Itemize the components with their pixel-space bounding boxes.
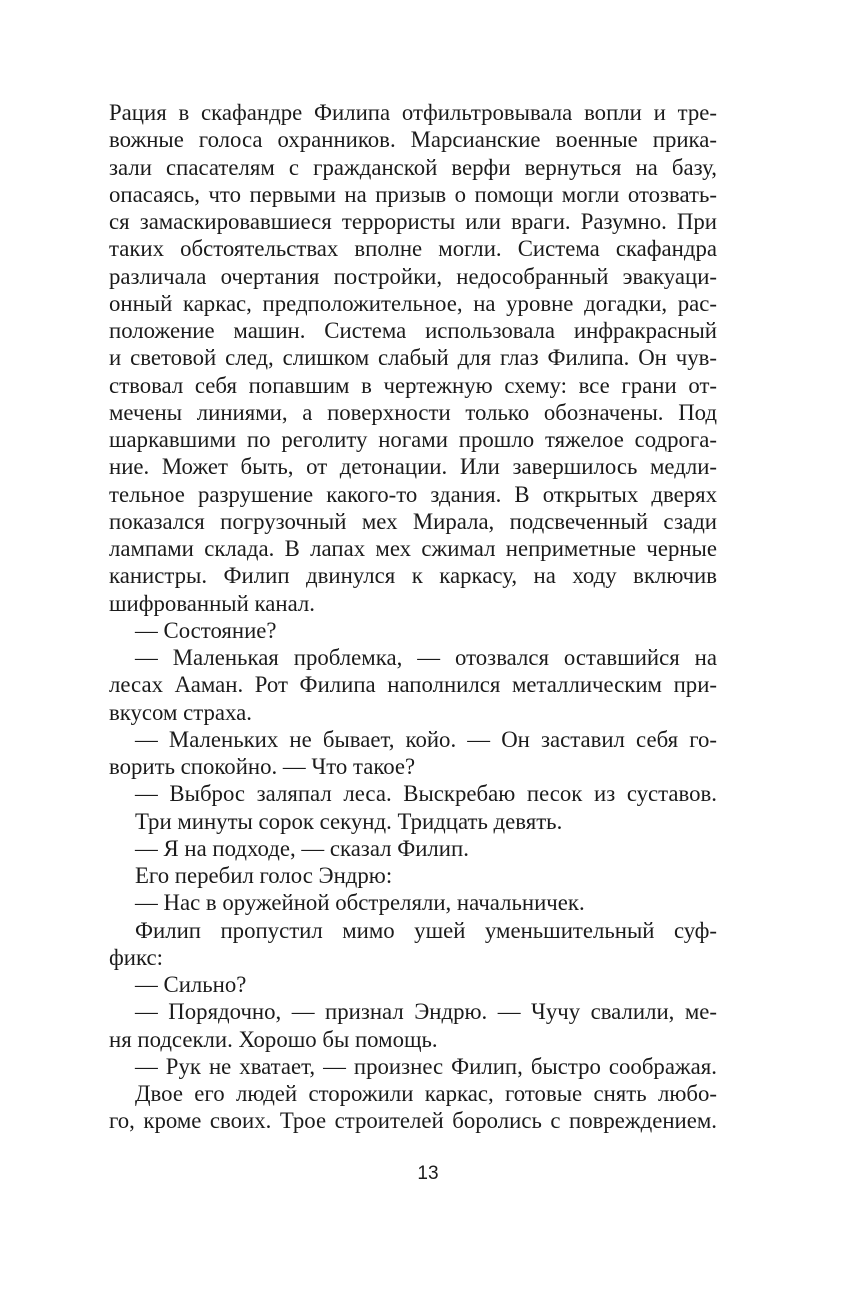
text-line: го, кроме своих. Трое строителей боролись с повреждением.	[109, 1108, 717, 1134]
text-line: шаркавшими по реголиту ногами прошло тяжелое содрога-	[109, 427, 717, 452]
text-line: Три минуты сорок секунд. Тридцать девять.	[135, 808, 563, 834]
text-line: — Выброс заляпал леса. Выскребаю песок из суставов.	[135, 781, 717, 807]
text-line: положение машин. Система использовала инфракрасный	[109, 318, 717, 343]
text-line: — Маленькая проблемка, — отозвался оставшийся на	[135, 645, 717, 670]
text-line: вожные голоса охранников. Марсианские военные прика-	[109, 127, 717, 153]
text-line: мечены линиями, а поверхности только обозначены. Под	[109, 399, 717, 425]
text-line: ворить спокойно. — Что такое?	[109, 754, 416, 779]
text-line: Филип пропустил мимо ушей уменьшительный суф-	[135, 917, 717, 943]
text-line: — Маленьких не бывает, койо. — Он заставил себя го-	[135, 726, 717, 752]
text-line: ся замаскировавшиеся террористы или враги. Разумно. При	[109, 209, 717, 234]
text-line: — Нас в оружейной обстреляли, начальничек.	[135, 890, 585, 916]
text-line: лесах Ааман. Рот Филипа наполнился металлическим при-	[109, 672, 717, 698]
text-line: опасаясь, что первыми на призыв о помощи могли отозвать-	[109, 181, 717, 207]
text-line: шифрованный канал.	[109, 590, 315, 616]
text-line: таких обстоятельствах вполне могли. Система скафандра	[109, 236, 717, 262]
text-line: Его перебил голос Эндрю:	[135, 863, 393, 888]
text-line: показался погрузочный мех Мирала, подсвеченный сзади	[109, 508, 717, 534]
text-line: фикс:	[109, 944, 163, 970]
text-line: Рация в скафандре Филипа отфильтровывала вопли и тре-	[109, 100, 717, 125]
text-line: лампами склада. В лапах мех сжимал неприметные черные	[109, 536, 717, 561]
text-line: Двое его людей сторожили каркас, готовые снять любо-	[135, 1081, 717, 1106]
text-line: ствовал себя попавшим в чертежную схему: все грани от-	[109, 372, 717, 398]
text-line: — Сильно?	[135, 972, 247, 997]
text-line: онный каркас, предположительное, на уровне догадки, рас-	[109, 290, 717, 316]
body-text	[109, 99, 717, 1135]
text-line: различала очертания постройки, недособранный эвакуаци-	[109, 263, 717, 289]
text-line: — Состояние?	[135, 617, 277, 643]
text-line: зали спасателям с гражданской верфи вернуться на базу,	[109, 154, 717, 180]
page-number: 13	[417, 1163, 439, 1184]
text-line: — Рук не хватает, — произнес Филип, быстро соображая.	[135, 1053, 717, 1079]
text-line: тельное разрушение какого-то здания. В открытых дверях	[109, 481, 717, 507]
text-line: ние. Может быть, от детонации. Или завершилось медли-	[109, 454, 717, 480]
text-line: — Я на подходе, — сказал Филип.	[135, 835, 469, 861]
text-line: ня подсекли. Хорошо бы помощь.	[109, 1026, 438, 1052]
text-line: канистры. Филип двинулся к каркасу, на ходу включив	[109, 563, 717, 589]
text-line: вкусом страха.	[109, 699, 252, 725]
text-line: — Порядочно, — признал Эндрю. — Чучу свалили, ме-	[135, 999, 717, 1025]
text-line: и световой след, слишком слабый для глаз Филипа. Он чув-	[109, 345, 717, 371]
